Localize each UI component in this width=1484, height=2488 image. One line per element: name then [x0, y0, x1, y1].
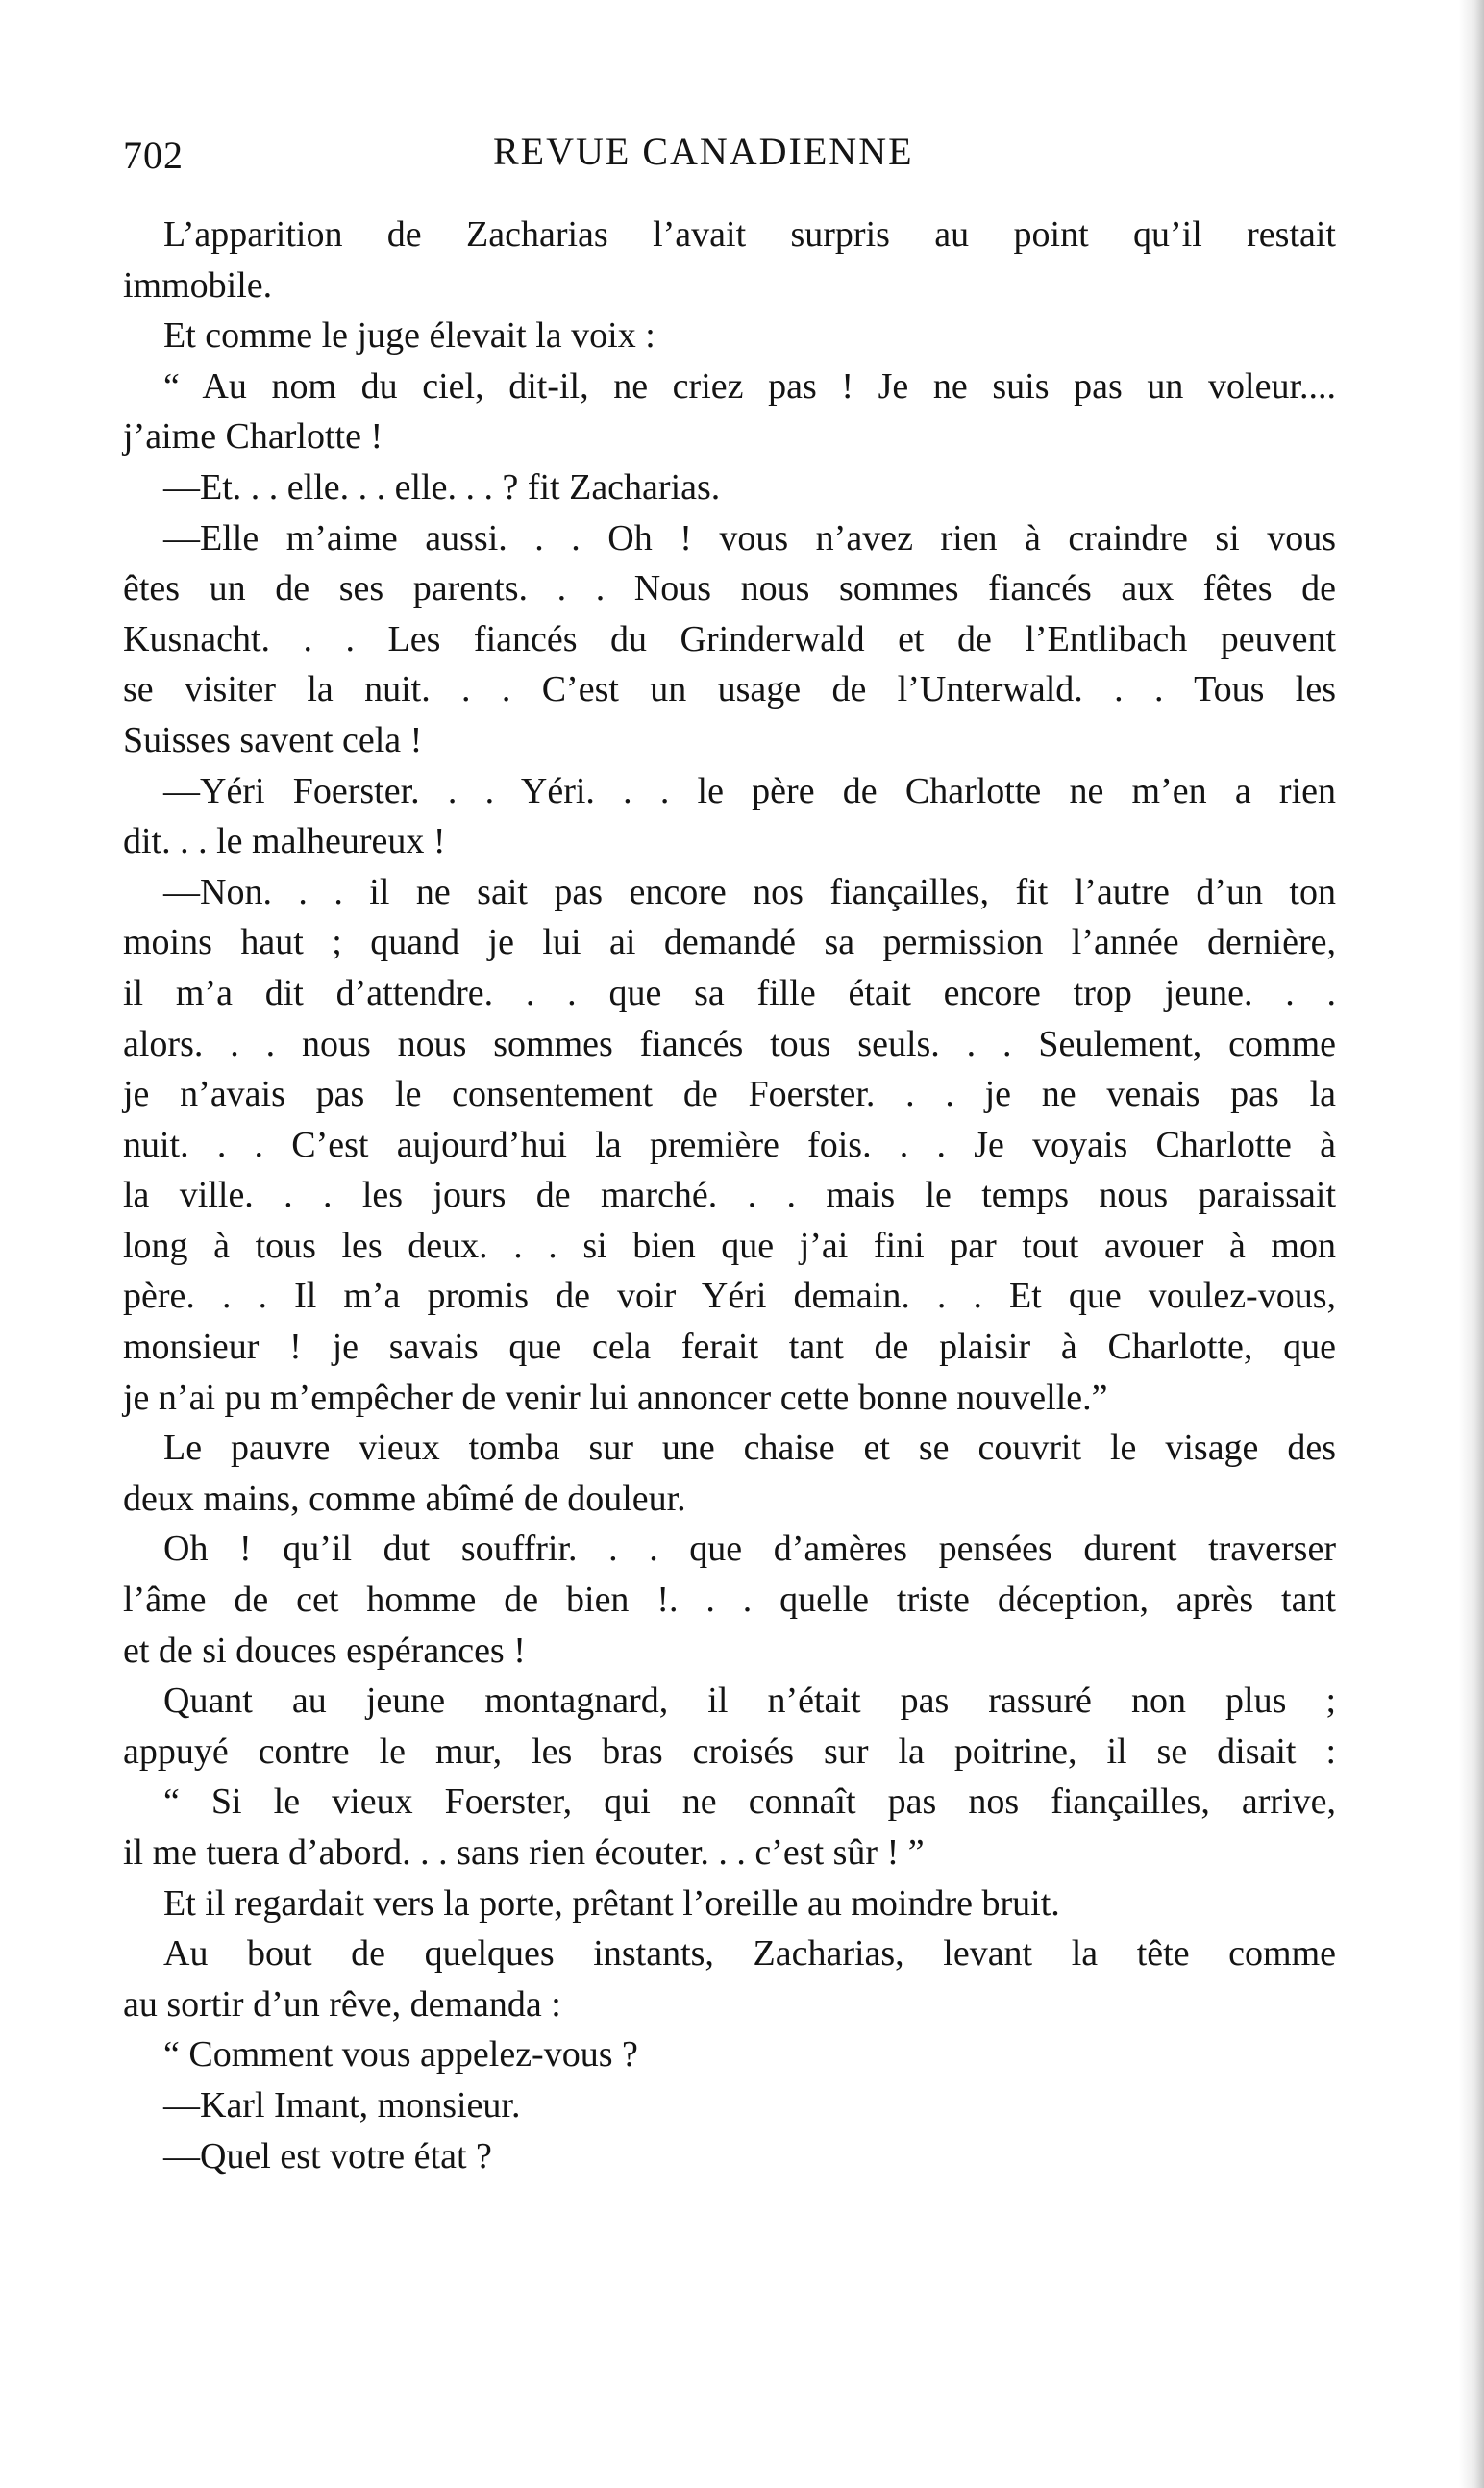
- text-line: “ Comment vous appelez-vous ?: [163, 2034, 638, 2076]
- text-line: moins haut ; quand je lui ai demandé sa permission l’année dernière,: [123, 922, 1336, 963]
- running-title: REVUE CANADIENNE: [493, 130, 914, 173]
- text-line: monsieur ! je savais que cela ferait tant de plaisir à Charlotte, que: [123, 1327, 1336, 1368]
- text-line: —Et. . . elle. . . elle. . . ? fit Zacharias.: [163, 466, 721, 508]
- text-line: immobile.: [123, 264, 273, 306]
- body-text: [123, 210, 1336, 2181]
- text-line: et de si douces espérances !: [123, 1630, 526, 1671]
- page-edge-shadow: [1459, 0, 1484, 2488]
- text-line: Suisses savent cela !: [123, 719, 423, 760]
- text-line: long à tous les deux. . . si bien que j’ai fini par tout avouer à mon: [123, 1225, 1336, 1266]
- text-line: père. . . Il m’a promis de voir Yéri demain. . . Et que voulez-vous,: [123, 1276, 1336, 1317]
- text-line: —Elle m’aime aussi. . . Oh ! vous n’avez rien à craindre si vous: [163, 517, 1336, 559]
- text-line: “ Au nom du ciel, dit-il, ne criez pas ! Je ne suis pas un voleur....: [163, 365, 1336, 407]
- text-line: —Yéri Foerster. . . Yéri. . . le père de Charlotte ne m’en a rien: [163, 770, 1336, 811]
- text-line: au sortir d’un rêve, demanda :: [123, 1983, 561, 2025]
- text-line: dit. . . le malheureux !: [123, 821, 446, 862]
- text-line: l’âme de cet homme de bien !. . . quelle triste déception, après tant: [123, 1580, 1336, 1621]
- text-line: —Karl Imant, monsieur.: [163, 2084, 521, 2126]
- text-line: Le pauvre vieux tomba sur une chaise et se couvrit le visage des: [163, 1428, 1336, 1469]
- text-line: il me tuera d’abord. . . sans rien écouter. . . c’est sûr ! ”: [123, 1832, 925, 1873]
- text-line: alors. . . nous nous sommes fiancés tous seuls. . . Seulement, comme: [123, 1023, 1336, 1064]
- text-line: —Quel est votre état ?: [163, 2135, 492, 2177]
- text-line: Quant au jeune montagnard, il n’était pas rassuré non plus ;: [163, 1680, 1336, 1722]
- text-line: se visiter la nuit. . . C’est un usage de l’Unterwald. . . Tous les: [123, 669, 1336, 710]
- text-line: Kusnacht. . . Les fiancés du Grinderwald et de l’Entlibach peuvent: [123, 618, 1336, 659]
- text-line: j’aime Charlotte !: [123, 416, 383, 458]
- text-line: Et comme le juge élevait la voix :: [163, 315, 655, 357]
- text-line: L’apparition de Zacharias l’avait surpris au point qu’il restait: [163, 214, 1336, 255]
- text-line: Au bout de quelques instants, Zacharias, levant la tête comme: [163, 1933, 1336, 1975]
- text-line: deux mains, comme abîmé de douleur.: [123, 1478, 686, 1519]
- text-line: êtes un de ses parents. . . Nous nous sommes fiancés aux fêtes de: [123, 568, 1336, 610]
- text-line: Et il regardait vers la porte, prêtant l’oreille au moindre bruit.: [163, 1882, 1060, 1924]
- text-line: je n’ai pu m’empêcher de venir lui annoncer cette bonne nouvelle.”: [123, 1377, 1108, 1418]
- text-line: Oh ! qu’il dut souffrir. . . que d’amères pensées durent traverser: [163, 1529, 1336, 1570]
- page-header: [123, 130, 1334, 190]
- text-line: la ville. . . les jours de marché. . . mais le temps nous paraissait: [123, 1175, 1336, 1216]
- text-line: nuit. . . C’est aujourd’hui la première fois. . . Je voyais Charlotte à: [123, 1124, 1336, 1165]
- text-line: il m’a dit d’attendre. . . que sa fille était encore trop jeune. . .: [123, 972, 1336, 1013]
- text-line: —Non. . . il ne sait pas encore nos fiançailles, fit l’autre d’un ton: [163, 871, 1336, 912]
- text-line: je n’avais pas le consentement de Foerster. . . je ne venais pas la: [123, 1074, 1336, 1115]
- text-line: “ Si le vieux Foerster, qui ne connaît pas nos fiançailles, arrive,: [163, 1781, 1336, 1823]
- text-line: appuyé contre le mur, les bras croisés sur la poitrine, il se disait :: [123, 1730, 1336, 1772]
- page-number: 702: [123, 134, 184, 177]
